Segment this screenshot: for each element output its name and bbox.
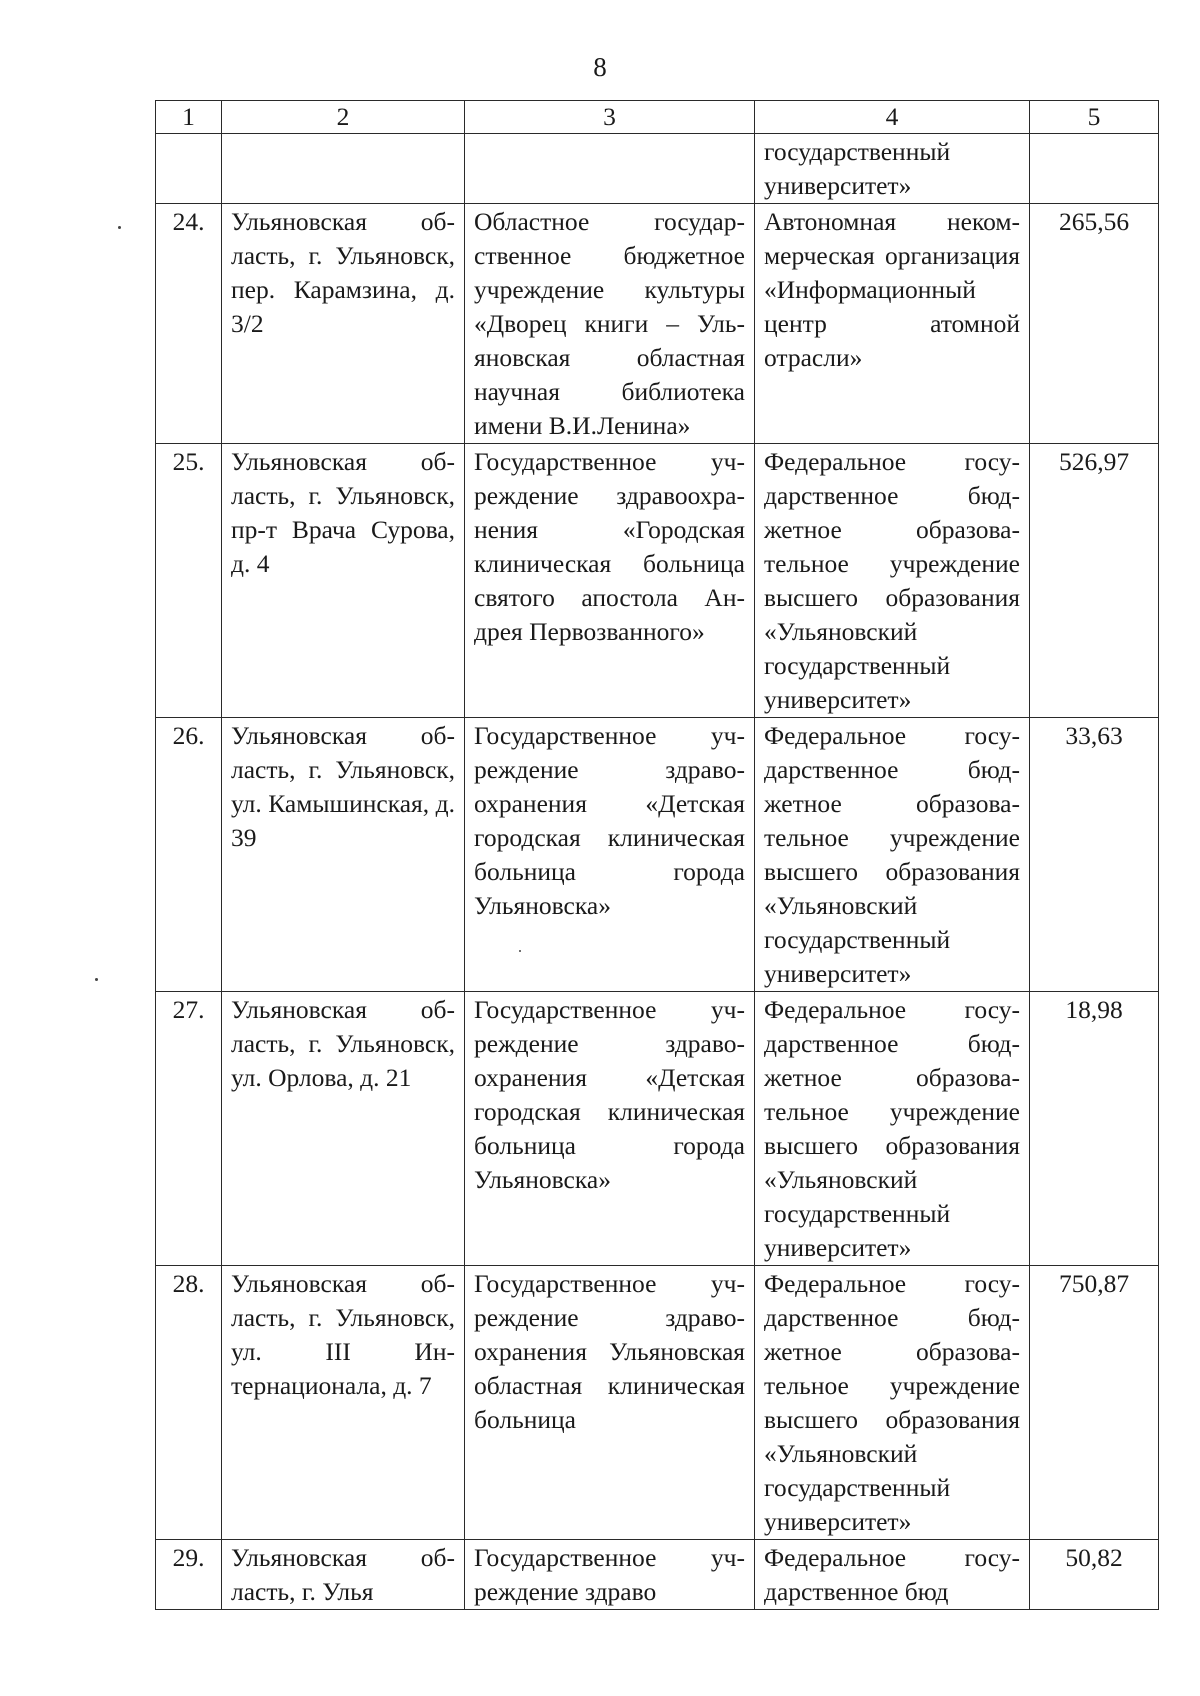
table-row <box>156 1540 1159 1610</box>
cell-value: 50,82 <box>1030 1540 1159 1610</box>
cell-num <box>156 134 222 204</box>
cell-address: Ульяновская область, г. Ульяновск, ул. Камышинская, д. 39 <box>222 718 465 992</box>
cell-address <box>222 134 465 204</box>
cell-address: Ульяновская область, г. Ульяновск, ул. Орлова, д. 21 <box>222 992 465 1266</box>
cell-address: Ульяновская область, г. Ульяновск, пр-т Врача Сурова, д. 4 <box>222 444 465 718</box>
cell-value <box>1030 134 1159 204</box>
table-row-continuation <box>156 134 1159 204</box>
cell-organization: Федеральное государственное бюджетное образовательное учреждение высшего образования «Ульяновский государственный университет» <box>755 1266 1030 1540</box>
document-table <box>155 100 1159 1610</box>
header-col-1: 1 <box>156 101 222 134</box>
cell-institution <box>465 134 755 204</box>
table-row <box>156 718 1159 992</box>
cell-organization: Автономная некоммерческая организация «Информационный центр атомной отрасли» <box>755 204 1030 444</box>
cell-num: 27. <box>156 992 222 1266</box>
cell-num: 25. <box>156 444 222 718</box>
cell-institution: Государственное учреждение здравоохранения «Детская городская клиническая больница города Ульяновска» <box>465 718 755 992</box>
cell-organization: Федеральное государственное бюджетное образовательное учреждение высшего образования «Ульяновский государственный университет» <box>755 992 1030 1266</box>
page-number: 8 <box>593 52 607 82</box>
header-col-2: 2 <box>222 101 465 134</box>
cell-value: 18,98 <box>1030 992 1159 1266</box>
cell-organization: Федеральное государственное бюд <box>755 1540 1030 1610</box>
table-row <box>156 444 1159 718</box>
scan-speck <box>519 950 521 952</box>
cell-value: 33,63 <box>1030 718 1159 992</box>
cell-value: 750,87 <box>1030 1266 1159 1540</box>
cell-address: Ульяновская область, г. Ульяновск, ул. III Интернационала, д. 7 <box>222 1266 465 1540</box>
cell-num: 28. <box>156 1266 222 1540</box>
scan-speck <box>95 978 98 981</box>
cell-value: 265,56 <box>1030 204 1159 444</box>
cell-institution: Областное государственное бюджетное учреждение культуры «Дворец книги – Ульяновская областная научная библиотека имени В.И.Ленина» <box>465 204 755 444</box>
cell-address: Ульяновская область, г. Ульяновск, пер. Карамзина, д. 3/2 <box>222 204 465 444</box>
table-row <box>156 992 1159 1266</box>
table-header-row <box>156 101 1159 134</box>
cell-institution: Государственное учреждение здравоохранения «Детская городская клиническая больница города Ульяновска» <box>465 992 755 1266</box>
cell-institution: Государственное учреждение здравоохранения «Городская клиническая больница святого апостола Андрея Первозванного» <box>465 444 755 718</box>
cell-num: 26. <box>156 718 222 992</box>
scan-speck <box>118 226 121 229</box>
table-row <box>156 204 1159 444</box>
table-row <box>156 1266 1159 1540</box>
cell-address: Ульяновская область, г. Улья <box>222 1540 465 1610</box>
cell-institution: Государственное учреждение здравоохранения Ульяновская областная клиническая больница <box>465 1266 755 1540</box>
cell-num: 29. <box>156 1540 222 1610</box>
cell-organization: государственный университет» <box>755 134 1030 204</box>
cell-institution: Государственное учреждение здраво <box>465 1540 755 1610</box>
header-col-4: 4 <box>755 101 1030 134</box>
cell-organization: Федеральное государственное бюджетное образовательное учреждение высшего образования «Ульяновский государственный университет» <box>755 444 1030 718</box>
header-col-3: 3 <box>465 101 755 134</box>
cell-num: 24. <box>156 204 222 444</box>
cell-organization: Федеральное государственное бюджетное образовательное учреждение высшего образования «Ульяновский государственный университет» <box>755 718 1030 992</box>
header-col-5: 5 <box>1030 101 1159 134</box>
cell-value: 526,97 <box>1030 444 1159 718</box>
